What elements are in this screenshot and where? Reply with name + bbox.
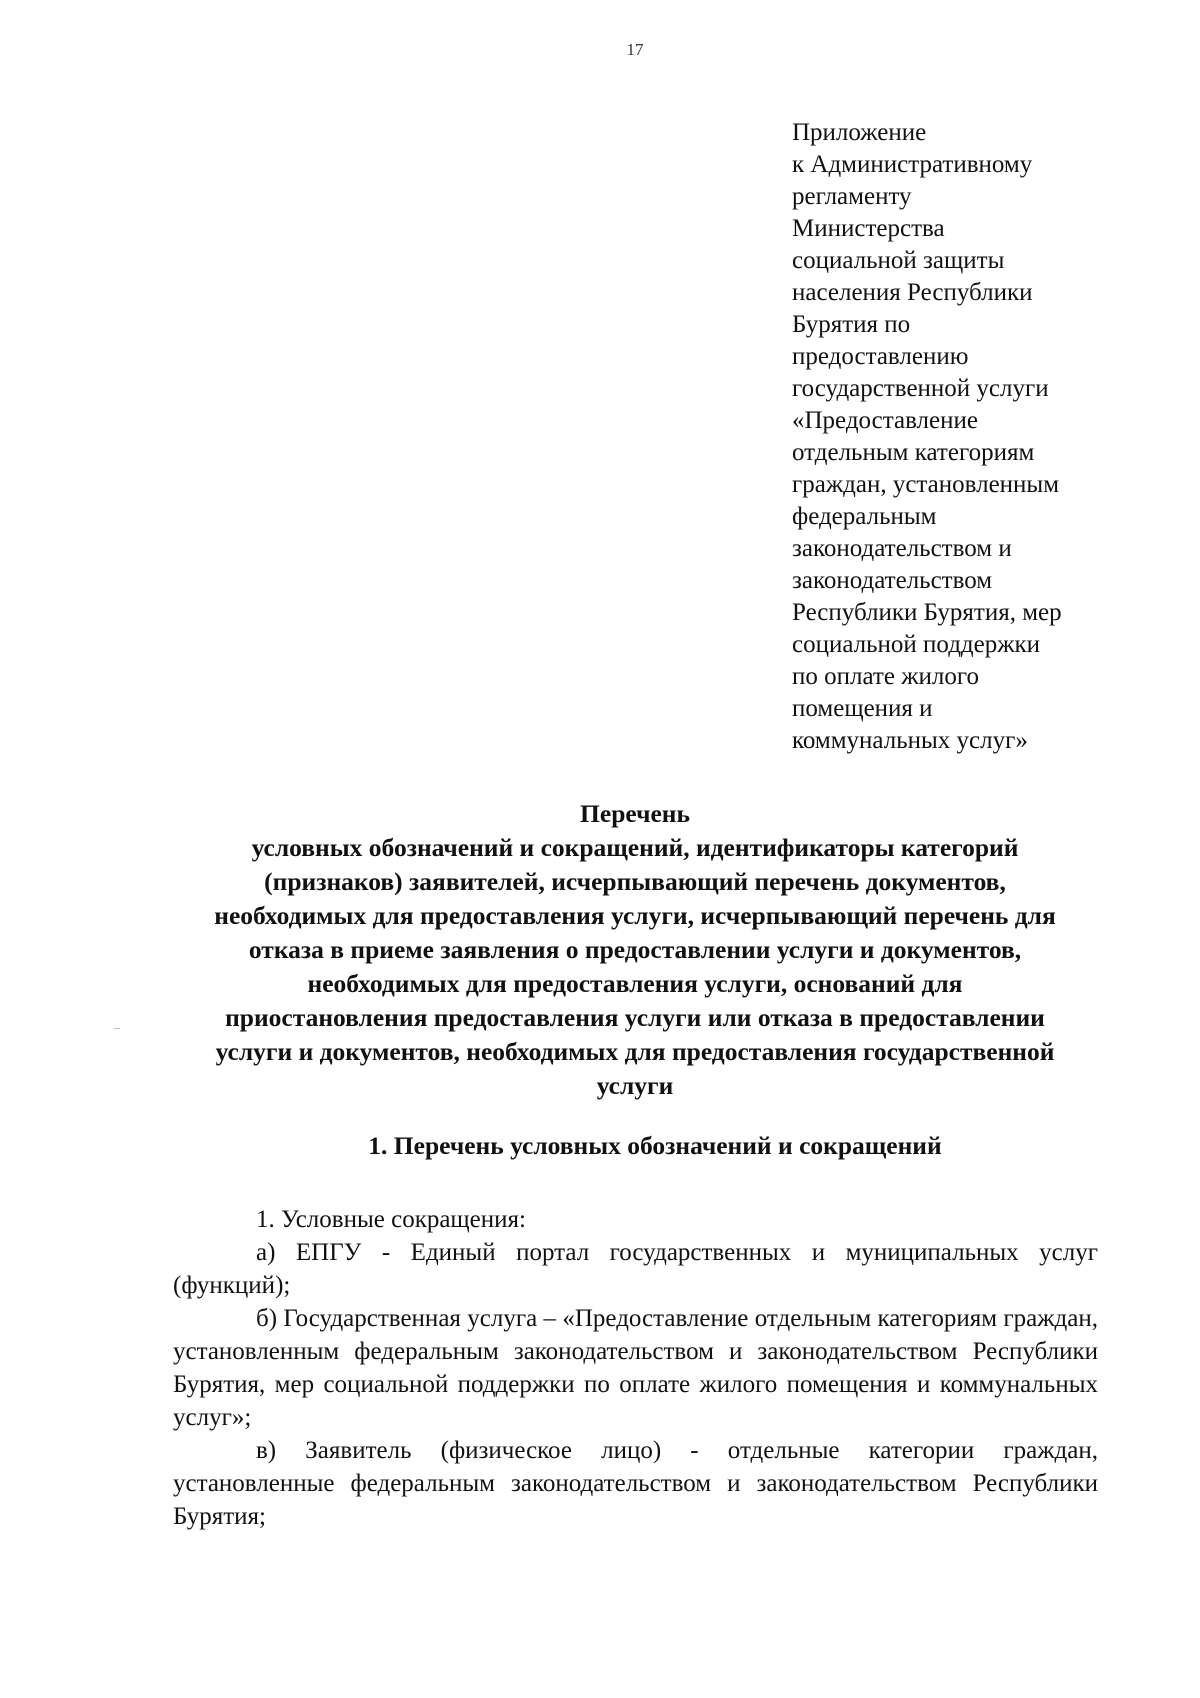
appendix-line: регламенту bbox=[792, 183, 912, 210]
appendix-line: Республики Бурятия, мер bbox=[792, 599, 1062, 626]
appendix-line: законодательством bbox=[792, 567, 993, 594]
appendix-line: «Предоставление bbox=[792, 407, 978, 434]
appendix-line: помещения и bbox=[792, 695, 933, 722]
appendix-line: отдельным категориям bbox=[792, 439, 1035, 466]
title-line: необходимых для предоставления услуги, оснований для bbox=[307, 969, 963, 998]
appendix-line: граждан, установленным bbox=[792, 471, 1060, 498]
section-heading: 1. Перечень условных обозначений и сокращений bbox=[368, 1131, 942, 1160]
title-line: отказа в приеме заявления о предоставлении услуги и документов, bbox=[248, 935, 1022, 964]
appendix-line: федеральным bbox=[792, 503, 937, 530]
paragraph: 1. Условные сокращения: bbox=[256, 1206, 526, 1233]
title-line: (признаков) заявителей, исчерпывающий перечень документов, bbox=[264, 867, 1006, 896]
appendix-line: предоставлению bbox=[792, 343, 969, 370]
appendix-line: населения Республики bbox=[792, 279, 1033, 306]
appendix-line: социальной поддержки bbox=[792, 631, 1041, 658]
appendix-line: Министерства bbox=[792, 215, 945, 242]
margin-mark bbox=[114, 1028, 120, 1029]
appendix-line: по оплате жилого bbox=[792, 663, 979, 690]
paragraph: в) Заявитель (физическое лицо) - отдельные категории граждан, установленные федеральным законодательством и законодательством Республики Бурятия; bbox=[173, 1437, 1098, 1530]
paragraph: б) Государственная услуга – «Предоставление отдельным категориям граждан, установленным федеральным законодательством и законодательством Республики Бурятия, мер социальной поддержки по оплате жилого помещения и коммунальных услуг»; bbox=[173, 1305, 1098, 1431]
document-title bbox=[150, 797, 1120, 1103]
title-line: необходимых для предоставления услуги, исчерпывающий перечень для bbox=[214, 901, 1056, 930]
paragraph: а) ЕПГУ - Единый портал государственных и муниципальных услуг (функций); bbox=[173, 1239, 1098, 1299]
body-text bbox=[173, 1203, 1098, 1533]
title-line: услуги и документов, необходимых для предоставления государственной bbox=[215, 1037, 1055, 1066]
title-line: условных обозначений и сокращений, идентификаторы категорий bbox=[251, 833, 1019, 862]
appendix-line: социальной защиты bbox=[792, 247, 1005, 274]
appendix-line: коммунальных услуг» bbox=[792, 727, 1028, 754]
appendix-line: государственной услуги bbox=[792, 375, 1049, 402]
appendix-line: к Административному bbox=[792, 151, 1033, 178]
appendix-line: Бурятия по bbox=[792, 311, 911, 338]
title-line: услуги bbox=[596, 1071, 674, 1100]
title-line: Перечень bbox=[580, 799, 690, 828]
appendix-line: законодательством и bbox=[792, 535, 1012, 562]
appendix-line: Приложение bbox=[792, 119, 927, 146]
title-line: приостановления предоставления услуги или отказа в предоставлении bbox=[225, 1003, 1045, 1032]
appendix-block bbox=[792, 117, 1122, 757]
page-number: 17 bbox=[626, 40, 644, 59]
